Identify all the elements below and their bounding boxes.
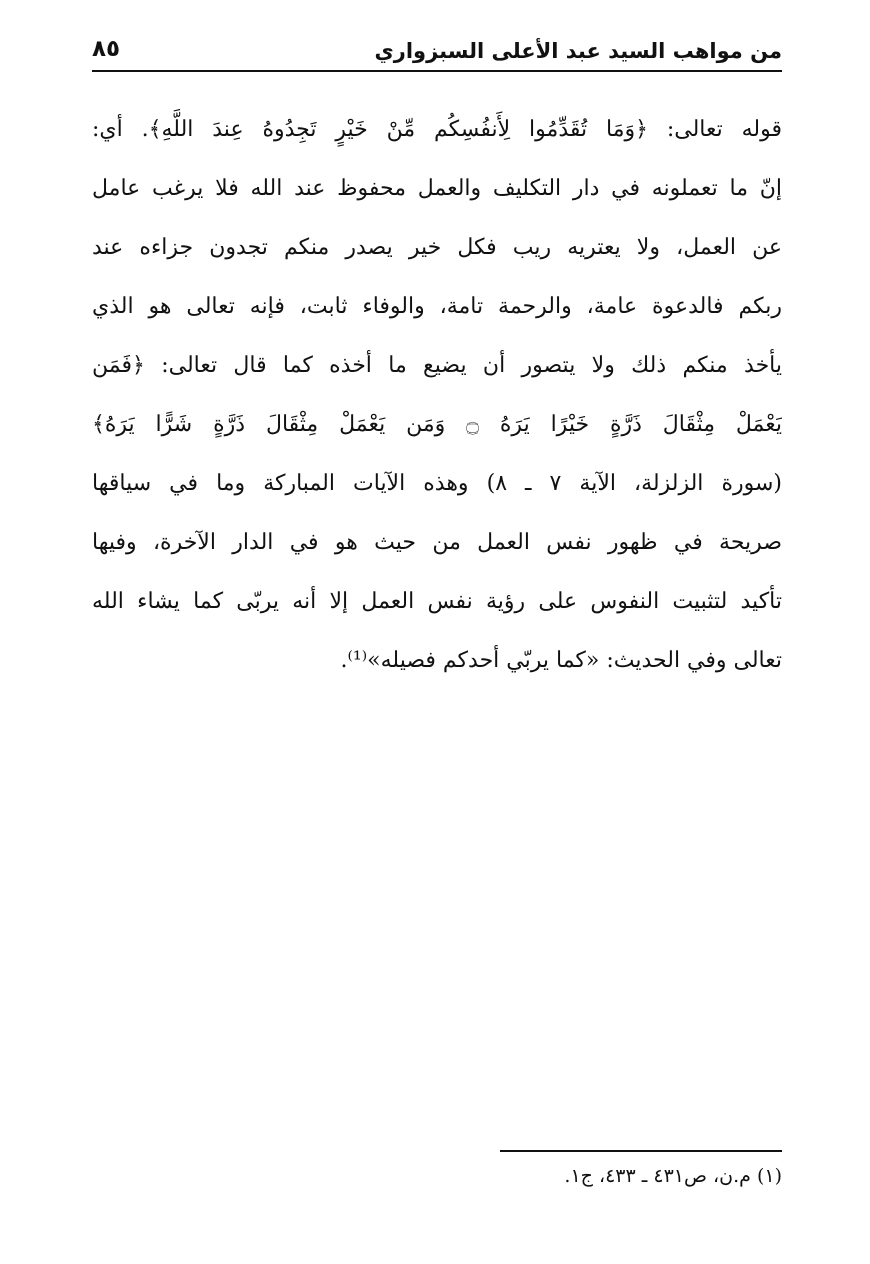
text-line: (سورة الزلزلة، الآية ٧ ـ ٨) وهذه الآيات المباركة وما في سياقها: [92, 471, 782, 496]
text-line: ربكم فالدعوة عامة، والرحمة تامة، والوفاء ثابت، فإنه تعالى هو الذي: [92, 294, 782, 319]
footnote: (١) م.ن، ص٤٣١ ـ ٤٣٣، ج١.: [564, 1165, 782, 1187]
text-line: يأخذ منكم ذلك ولا يتصور أن يضيع ما أخذه كما قال تعالى: ﴿فَمَن: [92, 353, 782, 378]
body-text: [92, 100, 782, 690]
quran-verse-line: يَعْمَلْ مِثْقَالَ ذَرَّةٍ خَيْرًا يَرَهُ ۝ وَمَن يَعْمَلْ مِثْقَالَ ذَرَّةٍ شَرًّا يَرَهُ﴾: [92, 412, 782, 437]
footnote-divider: [500, 1150, 782, 1152]
page-header: [92, 30, 782, 72]
text-line-last: تعالى وفي الحديث: «كما يربّي أحدكم فصيله»⁽¹⁾.: [340, 648, 782, 673]
text-line: إنّ ما تعملونه في دار التكليف والعمل محفوظ عند الله فلا يرغب عامل: [92, 176, 782, 201]
page-number: ٨٥: [92, 36, 121, 62]
running-title: من مواهب السيد عبد الأعلى السبزواري: [374, 39, 782, 63]
text-line: عن العمل، ولا يعتريه ريب فكل خير يصدر منكم تجدون جزاءه عند: [92, 235, 782, 260]
text-line: صريحة في ظهور نفس العمل من حيث هو في الدار الآخرة، وفيها: [92, 530, 782, 555]
text-line: تأكيد لتثبيت النفوس على رؤية نفس العمل إلا أنه يربّى كما يشاء الله: [92, 589, 782, 614]
text-line: قوله تعالى: ﴿وَمَا تُقَدِّمُوا لِأَنفُسِكُم مِّنْ خَيْرٍ تَجِدُوهُ عِندَ اللَّهِ﴾. أي:: [92, 117, 782, 142]
